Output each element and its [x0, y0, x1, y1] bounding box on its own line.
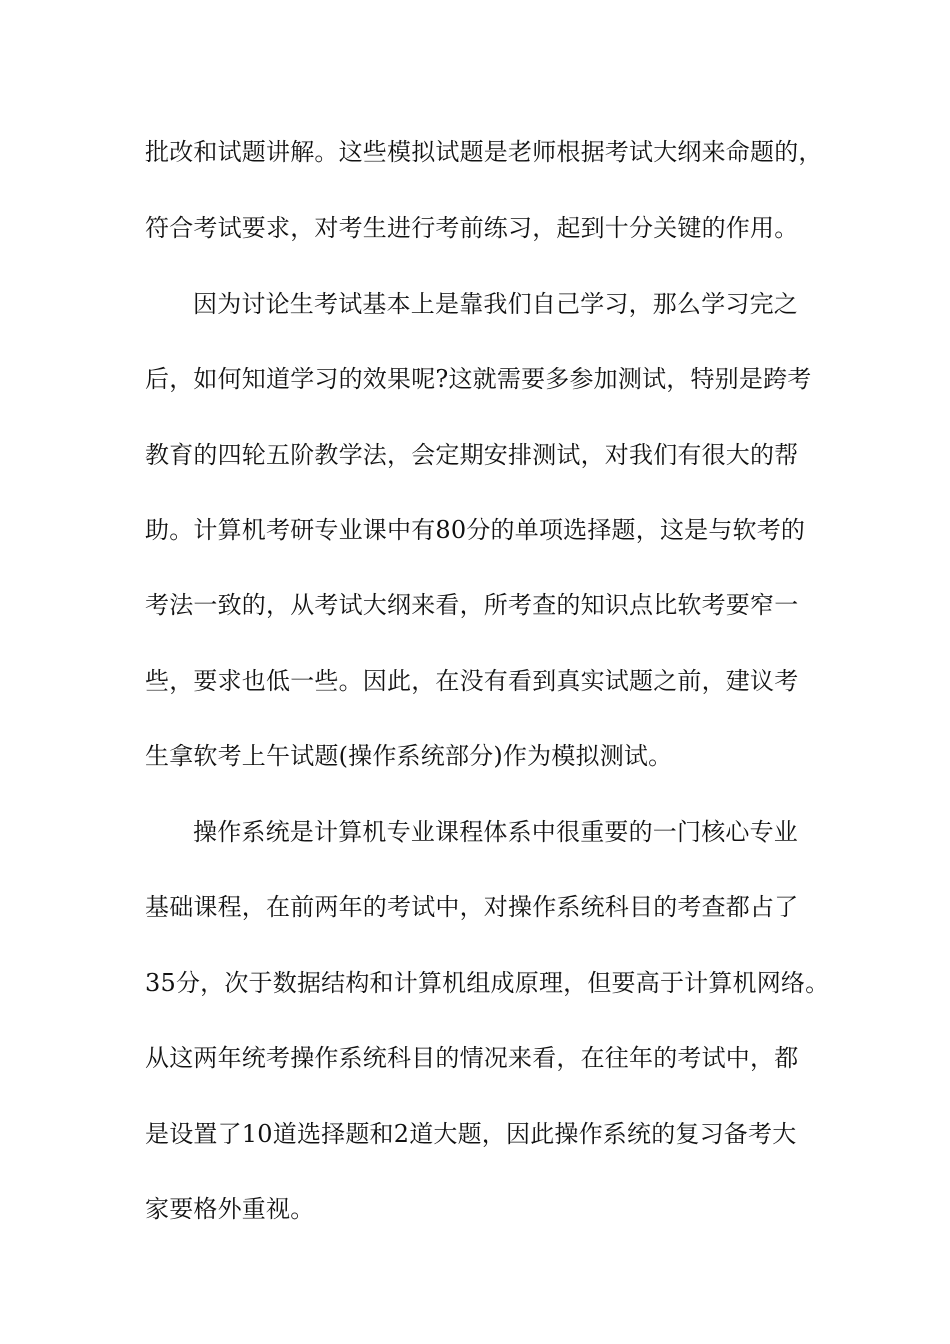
text-line: 生拿软考上午试题(操作系统部分)作为模拟测试。: [145, 742, 673, 770]
text-line: 教育的四轮五阶教学法，会定期安排测试，对我们有很大的帮: [145, 441, 799, 469]
text-line: 助。计算机考研专业课中有80分的单项选择题，这是与软考的: [145, 516, 806, 544]
text-line: 基础课程，在前两年的考试中，对操作系统科目的考查都占了: [145, 893, 799, 921]
text-line: 符合考试要求，对考生进行考前练习，起到十分关键的作用。: [145, 214, 799, 242]
text-line: 从这两年统考操作系统科目的情况来看，在往年的考试中，都: [145, 1044, 799, 1072]
text-line: 家要格外重视。: [145, 1195, 315, 1223]
text-line: 考法一致的，从考试大纲来看，所考查的知识点比软考要窄一: [145, 591, 799, 619]
text-line: 35分，次于数据结构和计算机组成原理，但要高于计算机网络。: [145, 969, 830, 997]
text-line: 是设置了10道选择题和2道大题，因此操作系统的复习备考大: [145, 1120, 797, 1148]
text-line: 些，要求也低一些。因此，在没有看到真实试题之前，建议考: [145, 667, 799, 695]
paragraph-first-line: 因为讨论生考试基本上是靠我们自己学习，那么学习完之: [193, 290, 798, 318]
text-line: 后，如何知道学习的效果呢?这就需要多参加测试，特别是跨考: [145, 365, 812, 393]
text-line: 批改和试题讲解。这些模拟试题是老师根据考试大纲来命题的，: [145, 138, 823, 166]
paragraph-first-line: 操作系统是计算机专业课程体系中很重要的一门核心专业: [193, 818, 798, 846]
